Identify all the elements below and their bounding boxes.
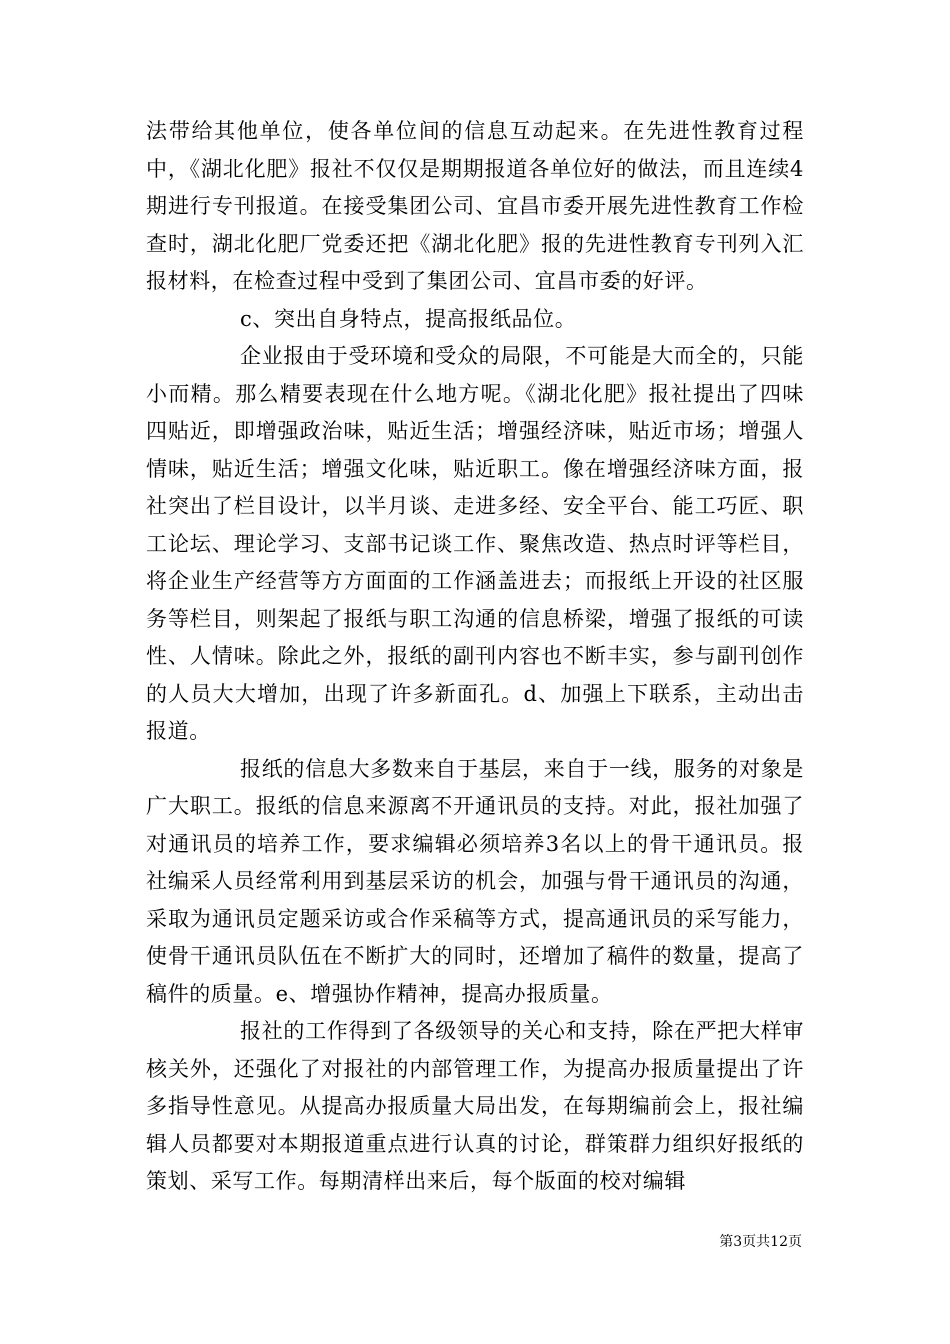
page-number-footer: 第3页共12页 — [719, 1234, 802, 1250]
paragraph-1: 法带给其他单位，使各单位间的信息互动起来。在先进性教育过程中，《湖北化肥》报社不仅仅是期期报道各单位好的做法，而且连续4期进行专刊报道。在接受集团公司、宜昌市委开展先进性教育工作检查时，湖北化肥厂党委还把《湖北化肥》报的先进性教育专刊列入汇报材料，在检查过程中受到了集团公司、宜昌市委的好评。 — [146, 119, 804, 293]
paragraph-5: 报社的工作得到了各级领导的关心和支持，除在严把大样审核关外，还强化了对报社的内部管理工作，为提高办报质量提出了许多指导性意见。从提高办报质量大局出发，在每期编前会上，报社编辑人员都要对本期报道重点进行认真的讨论，群策群力组织好报纸的策划、采写工作。每期清样出来后，每个版面的校对编辑 — [146, 1019, 804, 1193]
paragraph-4: 报纸的信息大多数来自于基层，来自于一线，服务的对象是广大职工。报纸的信息来源离不开通讯员的支持。对此，报社加强了对通讯员的培养工作，要求编辑必须培养3名以上的骨干通讯员。报社编采人员经常利用到基层采访的机会，加强与骨干通讯员的沟通，采取为通讯员定题采访或合作采稿等方式，提高通讯员的采写能力，使骨干通讯员队伍在不断扩大的同时，还增加了稿件的数量，提高了稿件的质量。e、增强协作精神，提高办报质量。 — [146, 756, 804, 1006]
document-body — [146, 113, 804, 1201]
paragraph-2: c、突出自身特点，提高报纸品位。 — [240, 306, 577, 331]
paragraph-3: 企业报由于受环境和受众的局限，不可能是大而全的，只能小而精。那么精要表现在什么地方呢。《湖北化肥》报社提出了四味四贴近，即增强政治味，贴近生活；增强经济味，贴近市场；增强人情味，贴近生活；增强文化味，贴近职工。像在增强经济味方面，报社突出了栏目设计，以半月谈、走进多经、安全平台、能工巧匠、职工论坛、理论学习、支部书记谈工作、聚焦改造、热点时评等栏目，将企业生产经营等方方面面的工作涵盖进去；而报纸上开设的社区服务等栏目，则架起了报纸与职工沟通的信息桥梁，增强了报纸的可读性、人情味。除此之外，报纸的副刊内容也不断丰实，参与副刊创作的人员大大增加，出现了许多新面孔。d、加强上下联系，主动出击报道。 — [146, 344, 804, 743]
